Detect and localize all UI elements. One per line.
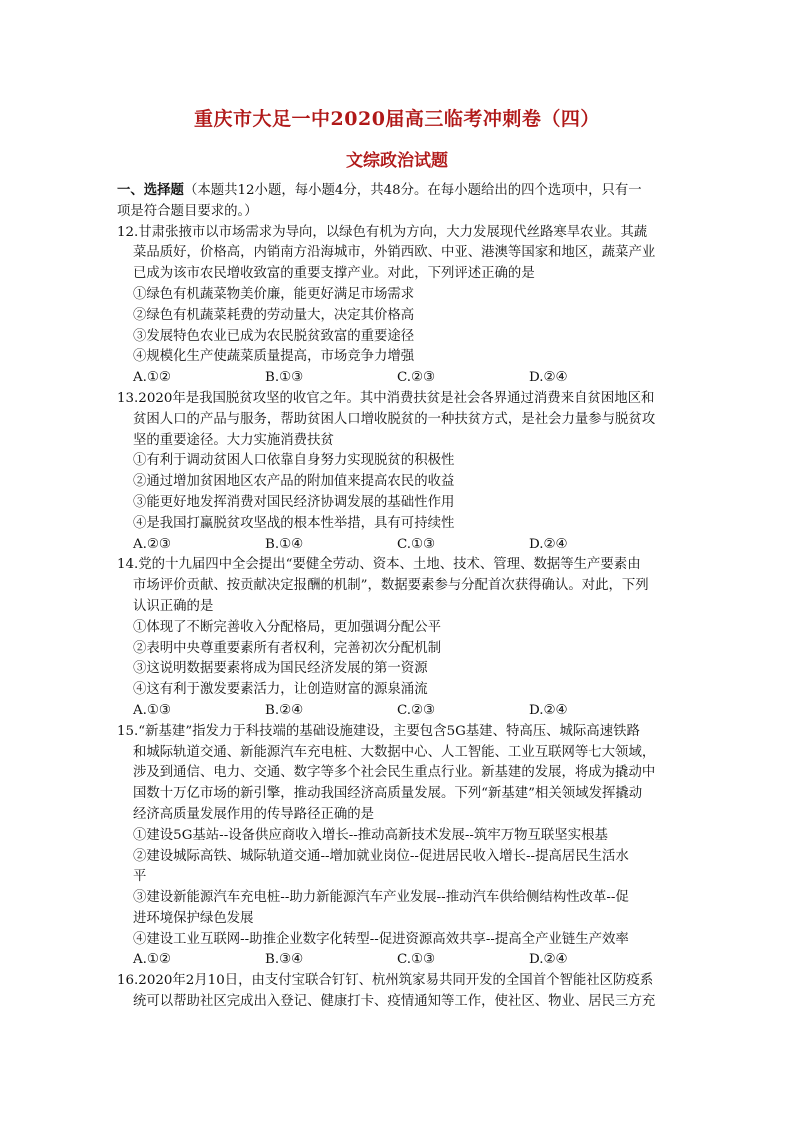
question-item: ③发展特色农业已成为农民脱贫致富的重要途径: [133, 328, 415, 344]
answer-options: [117, 535, 677, 556]
question-item: ②通过增加贫困地区农产品的附加值来提高农民的收益: [133, 474, 455, 490]
question-14: [117, 555, 677, 721]
question-stem-line: 已成为该市农民增收致富的重要支撑产业。对此，下列评述正确的是: [133, 266, 535, 282]
question-item: ②绿色有机蔬菜耗费的劳动量大，决定其价格高: [133, 307, 415, 323]
option-c: C.①③: [397, 536, 436, 552]
question-item: ①绿色有机蔬菜物美价廉，能更好满足市场需求: [133, 286, 415, 302]
section-instructions: （本题共12小题，每小题4分，共48分。在每小题给出的四个选项中，只有一: [183, 183, 642, 198]
question-item: ①体现了不断完善收入分配格局，更加强调分配公平: [133, 619, 441, 635]
answer-options: [117, 368, 677, 389]
exam-content: [117, 180, 677, 1013]
option-a: A.①③: [133, 702, 171, 718]
question-stem-line: 统可以帮助社区完成出入登记、健康打卡、疫情通知等工作，使社区、物业、居民三方充: [133, 994, 656, 1010]
question-13: [117, 389, 677, 555]
question-stem-line: 国数十万亿市场的新引擎，推动我国经济高质量发展。下列“新基建”相关领域发挥撬动: [133, 786, 643, 802]
question-item: ①建设5G基站--设备供应商收入增长--推动高新技术发展--筑牢万物互联坚实根基: [133, 827, 608, 843]
question-stem-line: 涉及到通信、电力、交通、数字等多个社会民生重点行业。新基建的发展，将成为撬动中: [133, 765, 656, 781]
question-15: [117, 722, 677, 972]
question-stem-line: 坚的重要途径。大力实施消费扶贫: [133, 432, 334, 448]
option-a: A.②③: [133, 536, 171, 552]
question-item: ④这有利于激发要素活力，让创造财富的源泉涌流: [133, 682, 428, 698]
question-item: ③能更好地发挥消费对国民经济协调发展的基础性作用: [133, 494, 455, 510]
option-d: D.②④: [529, 702, 568, 718]
question-stem-line: 15.“新基建”指发力于科技端的基础设施建设，主要包含5G基建、特高压、城际高速铁路: [117, 723, 640, 739]
option-a: A.①②: [133, 952, 171, 968]
option-d: D.②④: [529, 536, 568, 552]
question-item: 平: [133, 869, 147, 885]
option-c: C.①③: [397, 952, 436, 968]
question-stem-line: 16.2020年2月10日，由支付宝联合钉钉、杭州筑家易共同开发的全国首个智能社区防疫系: [117, 973, 654, 989]
question-item: ④建设工业互联网--助推企业数字化转型--促进资源高效共享--提高全产业链生产效率: [133, 931, 629, 947]
question-stem-line: 菜品质好，价格高，内销南方沿海城市，外销西欧、中亚、港澳等国家和地区，蔬菜产业: [133, 245, 656, 261]
section-instructions-cont: 项是符合题目要求的。）: [117, 203, 258, 219]
option-b: B.③④: [265, 952, 304, 968]
exam-subtitle: 文综政治试题: [346, 151, 448, 171]
answer-options: [117, 950, 677, 971]
question-stem-line: 12.甘肃张掖市以市场需求为导向，以绿色有机为方向，大力发展现代丝路寒旱农业。其蔬: [117, 224, 648, 240]
question-item: ④是我国打赢脱贫攻坚战的根本性举措，具有可持续性: [133, 515, 455, 531]
question-item: ④规模化生产使蔬菜质量提高，市场竞争力增强: [133, 349, 415, 365]
question-item: ②建设城际高铁、城际轨道交通--增加就业岗位--促进居民收入增长--提高居民生活水: [133, 848, 629, 864]
question-item: ③建设新能源汽车充电桩--助力新能源汽车产业发展--推动汽车供给侧结构性改革--促: [133, 890, 629, 906]
question-stem-line: 13.2020年是我国脱贫攻坚的收官之年。其中消费扶贫是社会各界通过消费来自贫困地区和: [117, 390, 655, 406]
option-d: D.②④: [529, 952, 568, 968]
question-item: ①有利于调动贫困人口依靠自身努力实现脱贫的积极性: [133, 453, 455, 469]
answer-options: [117, 701, 677, 722]
question-16: [117, 971, 677, 1013]
question-item: ②表明中央尊重要素所有者权利，完善初次分配机制: [133, 640, 441, 656]
option-b: B.①③: [265, 370, 304, 386]
option-b: B.②④: [265, 702, 304, 718]
option-d: D.②④: [529, 370, 568, 386]
question-stem-line: 贫困人口的产品与服务，帮助贫困人口增收脱贫的一种扶贫方式，是社会力量参与脱贫攻: [133, 411, 656, 427]
question-stem-line: 经济高质量发展作用的传导路径正确的是: [133, 806, 375, 822]
exam-title: 重庆市大足一中2020届高三临考冲刺卷（四）: [194, 108, 600, 130]
question-stem-line: 认识正确的是: [133, 598, 214, 614]
question-stem-line: 14.党的十九届四中全会提出“要健全劳动、资本、土地、技术、管理、数据等生产要素由: [117, 557, 641, 573]
option-c: C.②③: [397, 702, 436, 718]
question-stem-line: 市场评价贡献、按贡献决定报酬的机制”，数据要素参与分配首次获得确认。对此，下列: [133, 578, 649, 594]
option-b: B.①④: [265, 536, 304, 552]
question-stem-line: 和城际轨道交通、新能源汽车充电桩、大数据中心、人工智能、工业互联网等七大领域，: [133, 744, 656, 760]
section-heading: 一、选择题: [117, 182, 184, 198]
question-item: 进环境保护绿色发展: [133, 910, 254, 926]
option-a: A.①②: [133, 370, 171, 386]
section-heading-line: [117, 180, 677, 202]
question-item: ③这说明数据要素将成为国民经济发展的第一资源: [133, 661, 428, 677]
question-12: [117, 223, 677, 389]
option-c: C.②③: [397, 370, 436, 386]
